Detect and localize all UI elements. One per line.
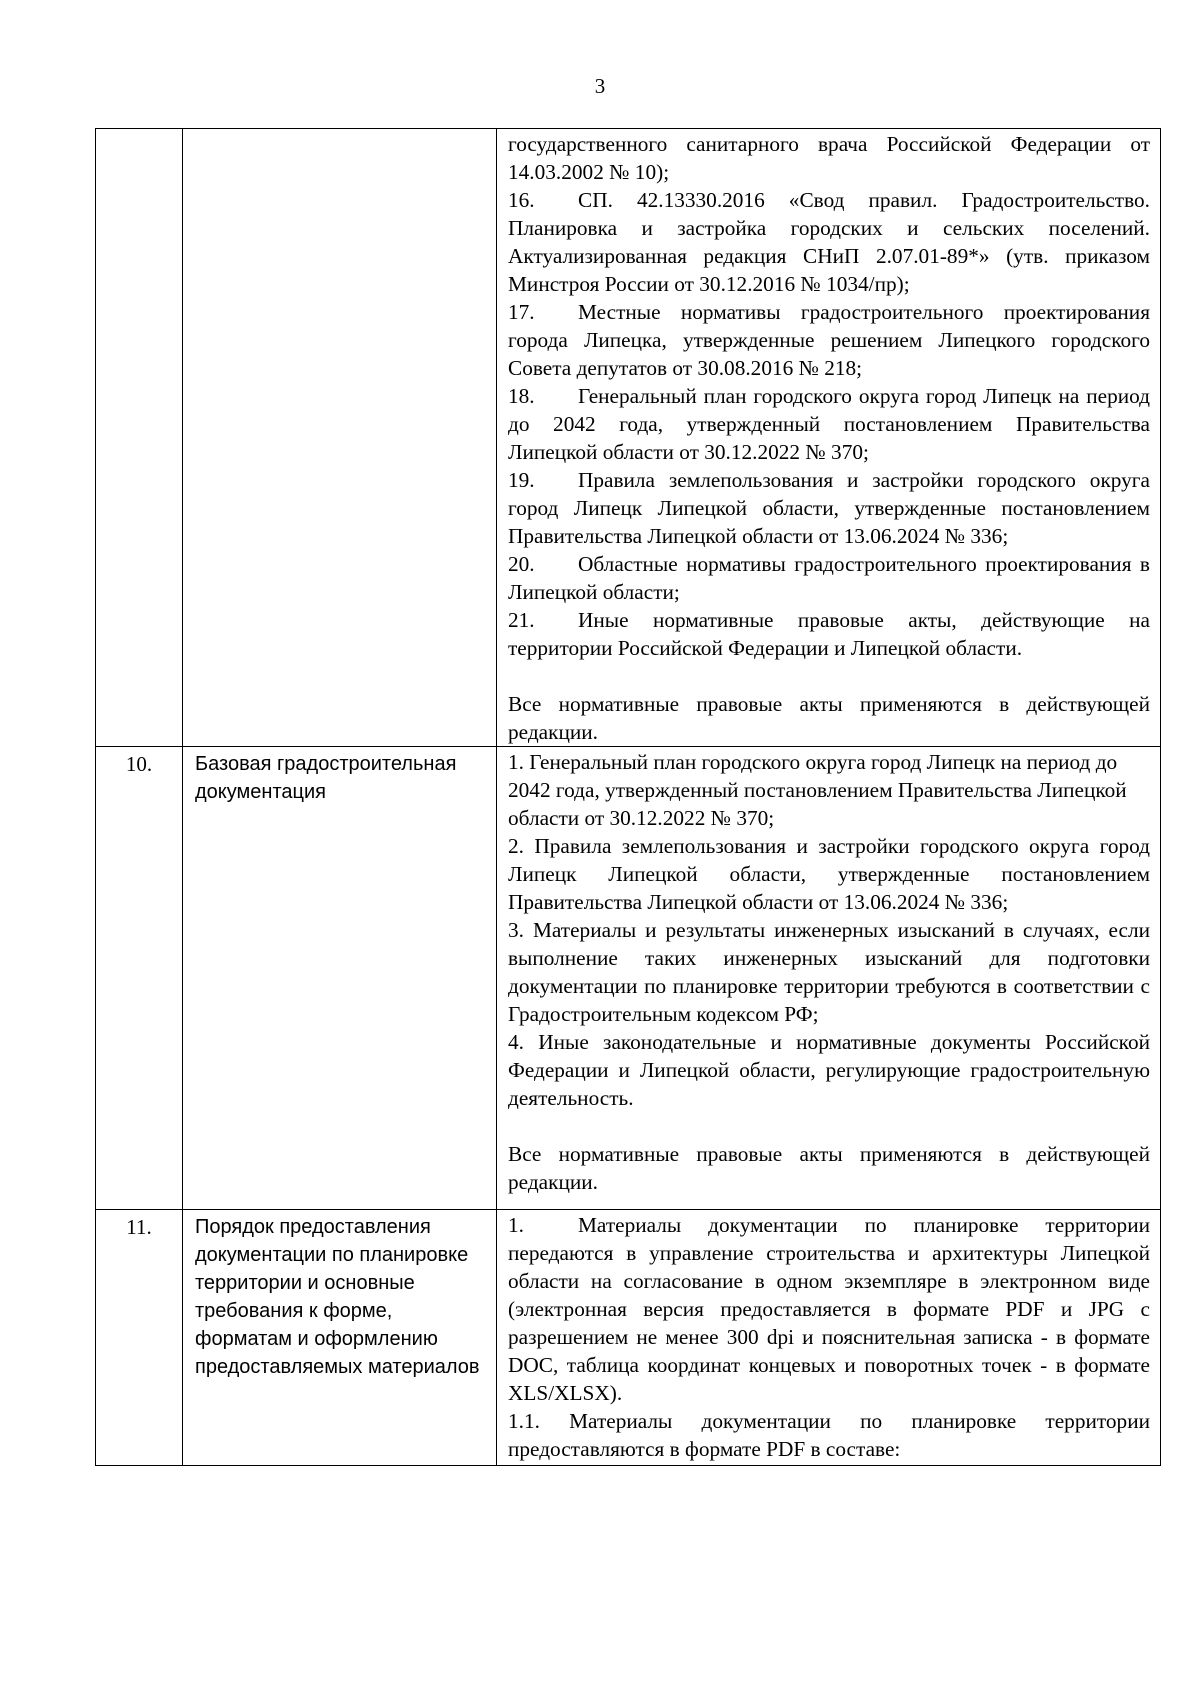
blank-line (508, 1112, 1150, 1140)
item-number: 16. (508, 188, 535, 212)
row-number: 11. (96, 1210, 183, 1466)
list-item (508, 466, 1150, 550)
item-text: Областные нормативы градостроительного проектирования в Липецкой области; (508, 552, 1150, 604)
item-number: 1. (508, 1213, 524, 1237)
list-item: 1. Генеральный план городского округа город Липецк на период до 2042 года, утвержденный постановлением Правительства Липецкой области от 30.12.2022 № 370; (508, 750, 1127, 830)
item-text: Местные нормативы градостроительного проектирования города Липецка, утвержденные решением Липецкого городского Совета депутатов от 30.08.2016 № 218; (508, 300, 1150, 380)
paragraph (508, 130, 1150, 186)
table-row (96, 747, 1161, 1210)
item-text: Материалы документации по планировке территории передаются в управление строительства и архитектуры Липецкой области на согласование в одном экземпляре в электронном виде (электронная версия предоставляется в формате PDF и JPG с разрешением не менее 300 dpi и пояснительная записка - в формате DOC, таблица координат концевых и поворотных точек - в формате XLS/XLSX). (508, 1213, 1150, 1405)
item-text: Генеральный план городского округа город Липецк на период до 2042 года, утвержденный постановлением Правительства Липецкой области от 30.12.2022 № 370; (508, 384, 1150, 464)
list-item: 1.1. Материалы документации по планировке территории предоставляются в формате PDF в составе: (508, 1409, 1150, 1461)
note: Все нормативные правовые акты применяются в действующей редакции. (508, 1142, 1150, 1194)
row-number: 10. (96, 747, 183, 1210)
item-number: 17. (508, 300, 535, 324)
requirements-table (95, 128, 1161, 1466)
row-name: Порядок предоставления документации по планировке территории и основные требования к форме, форматам и оформлению предоставляемых материалов (183, 1210, 497, 1466)
list-item (508, 298, 1150, 382)
row-number (96, 129, 183, 747)
item-text: СП. 42.13330.2016 «Свод правил. Градостроительство. Планировка и застройка городских и сельских поселений. Актуализированная редакция СНиП 2.07.01-89*» (утв. приказом Минстроя России от 30.12.2016 № 1034/пр); (508, 188, 1150, 296)
table-row (96, 1210, 1161, 1466)
list-item (508, 606, 1150, 662)
row-content (497, 129, 1161, 747)
list-item (508, 186, 1150, 298)
item-text: Правила землепользования и застройки городского округа город Липецк Липецкой области, утвержденные постановлением Правительства Липецкой области от 13.06.2024 № 336; (508, 468, 1150, 548)
item-number: 18. (508, 384, 535, 408)
list-item: 2. Правила землепользования и застройки городского округа город Липецк Липецкой области, утвержденные постановлением Правительства Липецкой области от 13.06.2024 № 336; (508, 834, 1150, 914)
row-content (497, 1210, 1161, 1466)
blank-line (508, 662, 1150, 690)
list-item (508, 1211, 1150, 1407)
item-text: Иные нормативные правовые акты, действующие на территории Российской Федерации и Липецкой области. (508, 608, 1150, 660)
page-number: 3 (594, 74, 606, 98)
row-name: Базовая градостроительная документация (183, 747, 497, 1210)
item-number: 20. (508, 552, 535, 576)
list-item: 3. Материалы и результаты инженерных изысканий в случаях, если выполнение таких инженерных изысканий для подготовки документации по планировке территории требуются в соответствии с Градостроительным кодексом РФ; (508, 918, 1150, 1026)
list-item (508, 382, 1150, 466)
note: Все нормативные правовые акты применяются в действующей редакции. (508, 692, 1150, 744)
item-number: 21. (508, 608, 535, 632)
row-content (497, 747, 1161, 1210)
list-item (508, 550, 1150, 606)
row-name (183, 129, 497, 747)
table-row (96, 129, 1161, 747)
list-item: 4. Иные законодательные и нормативные документы Российской Федерации и Липецкой области, регулирующие градостроительную деятельность. (508, 1030, 1150, 1110)
item-number: 19. (508, 468, 535, 492)
paragraph-text: государственного санитарного врача Российской Федерации от 14.03.2002 № 10); (508, 132, 1150, 184)
